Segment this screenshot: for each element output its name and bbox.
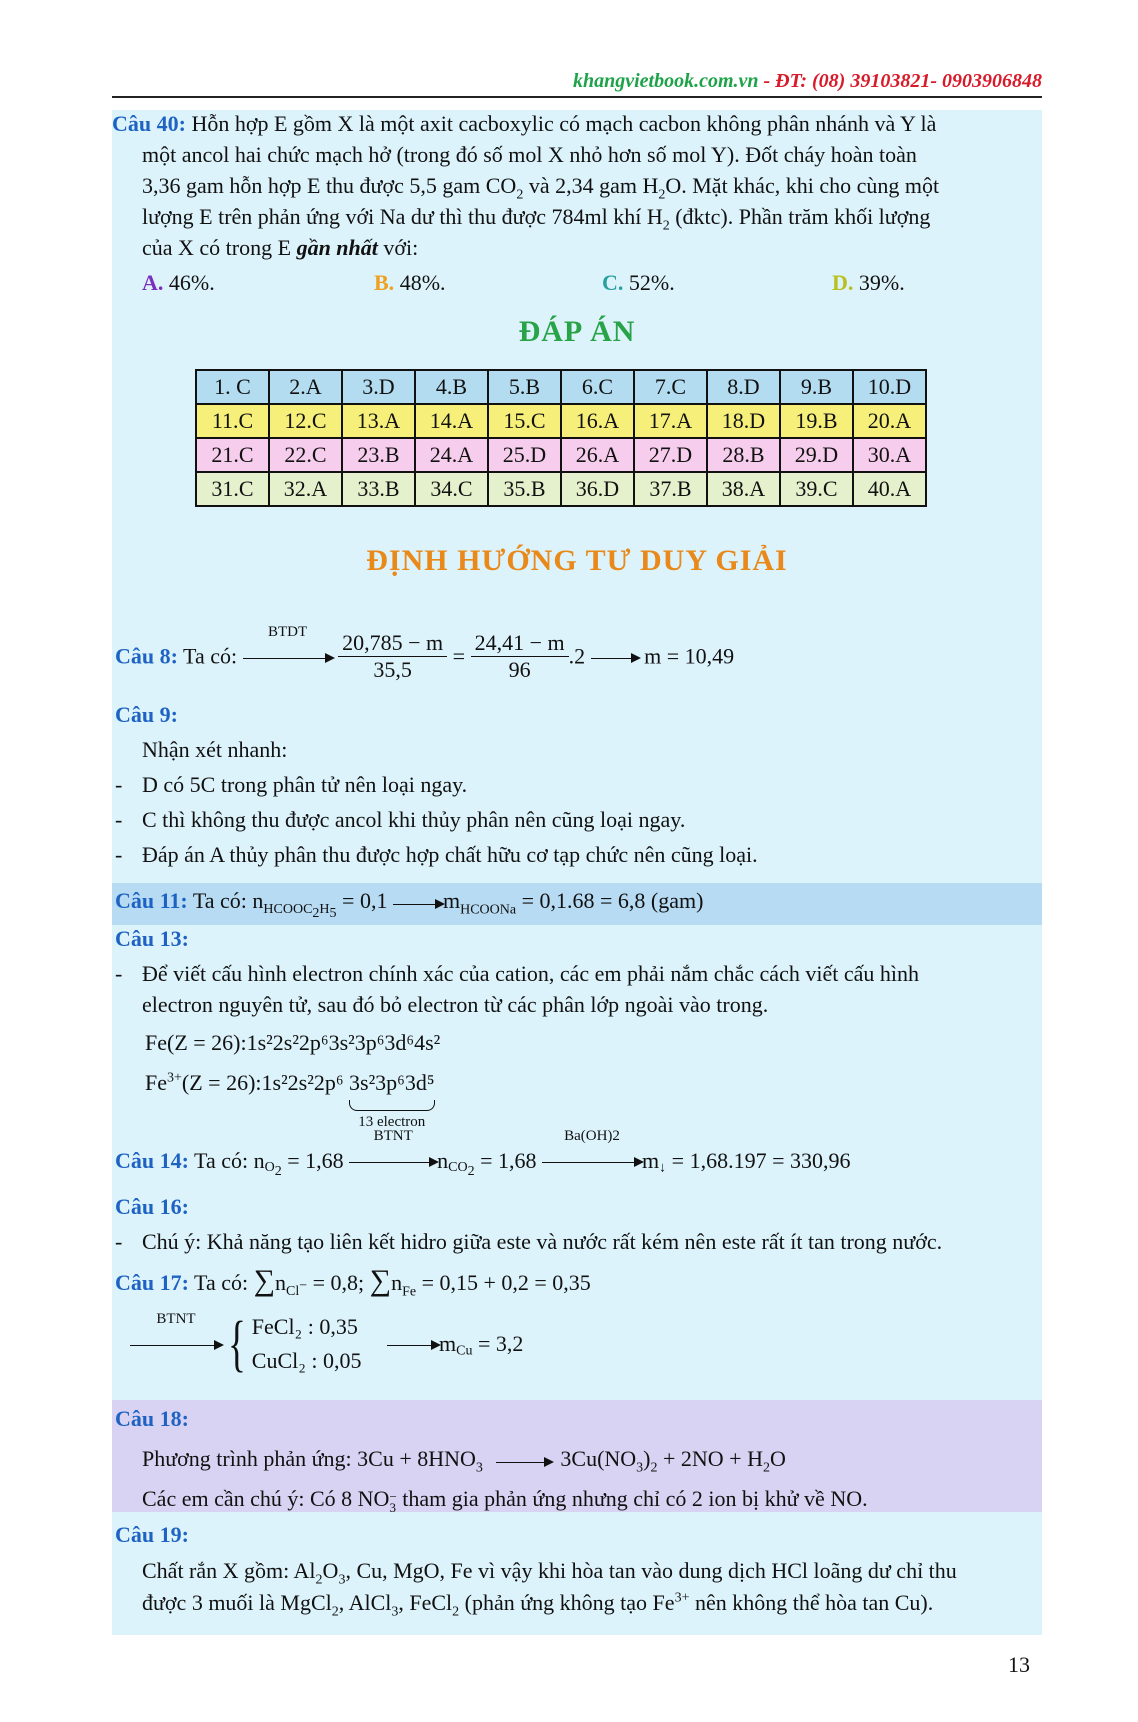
answer-cell: 19.B [780,404,853,438]
answer-cell: 10.D [853,370,926,404]
arrow-btnt-17 [130,1311,222,1357]
arrow-baoh2-label: Ba(OH)2 [564,1127,620,1144]
cau17-n1: n [275,1270,286,1295]
arrow-result [591,644,639,670]
answer-cell: 33.B [342,472,415,506]
no3-scripts: − 3 [389,1489,397,1515]
cau13-fe-config: Fe(Z = 26):1s²2s²2p⁶3s²3p⁶3d⁶4s² [145,1030,441,1055]
cau14-co: CO [448,1160,468,1176]
cau18-sub: 3 [636,1460,644,1476]
arrow-btdt-label: BTDT [268,623,308,640]
cau17-fe: Fe [402,1284,417,1300]
cau18-equation [142,1446,786,1476]
answer-cell: 23.B [342,438,415,472]
answer-cell: 36.D [561,472,634,506]
fe3-core: (Z = 26):1s²2s²2p⁶ [181,1070,350,1095]
q40-line4: lượng E trên phản ứng với Na dư thì thu được 784ml khí $H_2$ (đktc). Phần trăm khối lượng [142,204,931,234]
q40-option-a [142,270,215,296]
cau19-text4: (phản ứng không tạo Fe [459,1590,675,1615]
cau14-v2: = 1,68 [474,1147,537,1173]
q40-option-b [374,270,446,296]
fraction-2-num: 24,41 − m [471,630,569,657]
cau16-label: Câu 16: [115,1194,189,1219]
cau19-line2: được 3 muối là MgCl$_2$, AlCl$_3$, FeCl$_2$ (phản ứng không tạo $Fe^{3+}$ nên không thể hòa tan Cu). [142,1590,934,1620]
cau16-text: Chú ý: Khả năng tạo liên kết hidro giữa este và nước rất kém nên este rất ít tan trong nước. [142,1229,943,1254]
answer-cell: 31.C [196,472,269,506]
cau8-intro: Ta có: [177,643,243,669]
cau11-label: Câu 11: [115,888,188,913]
cau9-label: Câu 9: [115,702,178,727]
cau11-value1: = 0,1 [336,888,388,913]
cau18-reactants: Phương trình phản ứng: 3Cu + 8HNO [142,1446,476,1471]
cau14-sub-o2 [264,1160,282,1180]
cau17-cl: Cl [286,1284,300,1300]
cau9-item-text: D có 5C trong phân tử nên loại ngay. [142,772,468,797]
cau8-label: Câu 8: [115,643,178,669]
cau14-m: m [642,1147,660,1173]
cau18-sub: 2 [650,1460,658,1476]
q40-option-c [602,270,675,296]
cau11-sub-5: 5 [329,906,337,922]
cau17-cu: Cu [456,1343,473,1359]
q40-option-d [832,270,905,296]
system-fecl2: FeCl₂ : 0,35 [251,1314,358,1339]
cau13-line2: electron nguyên tử, sau đó bỏ electron từ các phân lớp ngoài vào trong. [142,992,769,1017]
brace-note: 13 electron [358,1114,426,1130]
cau14-o-2: 2 [274,1164,282,1180]
cau18-sub: 3 [475,1460,483,1476]
option-c-label: C. [602,270,624,295]
answer-cell: 35.B [488,472,561,506]
solution-8 [115,623,735,683]
solution-19 [115,1522,189,1548]
answer-cell: 16.A [561,404,634,438]
cau8-result: m = 10,49 [644,643,735,669]
arrow-cau17 [387,1331,439,1357]
cau18-label: Câu 18: [115,1406,189,1431]
cau18-note [142,1486,868,1513]
answer-cell: 20.A [853,404,926,438]
cau17-label: Câu 17: [115,1270,189,1295]
cau19-fe-charge: 3+ [674,1590,690,1606]
cau14-co-2: 2 [467,1164,475,1180]
answer-cell: 32.A [269,472,342,506]
answer-cell: 1. C [196,370,269,404]
answer-cell: 12.C [269,404,342,438]
q40-text4a: lượng E trên phản ứng với Na dư thì thu được 784ml khí H [142,204,663,229]
cau18-note-text: Các em cần chú ý: Có 8 NO [142,1486,390,1511]
cau17-system [130,1310,523,1378]
system-lines [252,1310,362,1378]
cau9-item: - C thì không thu được ancol khi thủy phân nên cũng loại ngay. [115,807,686,832]
q40-text1: Hỗn hợp E gồm X là một axit cacboxylic có mạch cacbon không phân nhánh và Y là [191,111,937,136]
system-cucl2: CuCl₂ : 0,05 [251,1348,362,1373]
cau14-sub-co2 [448,1160,475,1180]
arrow-cau11 [393,890,443,916]
option-d-text: 39%. [853,270,905,295]
answer-cell: 11.C [196,404,269,438]
cau18-sub: 2 [762,1460,770,1476]
answer-cell: 24.A [415,438,488,472]
cau17-n2: n [391,1270,403,1295]
option-d-label: D. [832,270,854,295]
cau19-text2: , Cu, MgO, Fe vì vậy khi hòa tan vào dung dịch HCl loãng dư chỉ thu [345,1558,957,1583]
answer-cell: 22.C [269,438,342,472]
answer-cell: 17.A [634,404,707,438]
answer-cell: 7.C [634,370,707,404]
q40-text4b: (đktc). Phần trăm khối lượng [669,204,931,229]
answer-cell: 9.B [780,370,853,404]
answer-table [195,369,927,507]
fraction-2-den: 96 [508,657,531,682]
cau18-paren: ) [643,1446,651,1471]
fraction-1-num: 20,785 − m [338,630,447,657]
solution-18 [115,1406,189,1432]
cau9-item: - Đáp án A thủy phân thu được hợp chất hữu cơ tạp chức nên cũng loại. [115,842,758,867]
fe3-outer: 3s²3p⁶3d⁵ [349,1070,435,1095]
q40-line1 [112,111,936,137]
q40-text3a: 3,36 gam hỗn hợp E thu được 5,5 gam CO [142,173,517,198]
answer-cell: 8.D [707,370,780,404]
answer-cell: 14.A [415,404,488,438]
arrow-btdt [243,623,333,670]
cau9-item: - D có 5C trong phân tử nên loại ngay. [115,772,468,797]
option-c-text: 52%. [623,270,675,295]
fe3-charge: 3+ [167,1070,182,1086]
answer-cell: 13.A [342,404,415,438]
answer-row-2 [196,404,926,438]
cau14-label: Câu 14: [115,1147,189,1173]
fe3-symbol: Fe [145,1070,167,1095]
arrow-btnt [349,1127,437,1174]
cau11-sub-2: 2 [312,906,320,922]
solution-13 [115,926,189,952]
cau11-sub: HCOOC [263,902,313,918]
option-a-label: A. [142,270,164,295]
cau11-intro: Ta có: n [187,888,264,913]
answer-cell: 34.C [415,472,488,506]
answer-cell: 25.D [488,438,561,472]
page-header [112,70,1042,93]
cau9-intro: Nhận xét nhanh: [142,737,288,762]
q40-emphasis: gần nhất [296,235,378,260]
page-number: 13 [1008,1652,1030,1677]
answer-cell: 38.A [707,472,780,506]
cau14-v3: = 1,68.197 = 330,96 [666,1147,851,1173]
cau13-line1: Để viết cấu hình electron chính xác của cation, các em phải nắm chắc cách viết cấu hình [142,961,919,986]
answer-title: ĐÁP ÁN [518,315,636,348]
cau19-text3: được 3 muối là MgCl [142,1590,332,1615]
arrow-btnt-label: BTNT [373,1127,413,1144]
solution-9 [115,702,178,728]
answer-cell: 6.C [561,370,634,404]
q40-text2: một ancol hai chức mạch hở (trong đó số mol X nhỏ hơn số mol Y). Đốt cháy hoàn toàn [142,142,917,167]
answer-cell: 5.B [488,370,561,404]
answer-row-4 [196,472,926,506]
arrow-btnt-17-label: BTNT [156,1311,196,1327]
cau19-text5: nên không thể hòa tan Cu). [689,1590,934,1615]
sum-symbol: ∑ [253,1264,275,1297]
answer-cell: 18.D [707,404,780,438]
cau8-tail: .2 [568,643,586,669]
cau17-cl-charge: − [299,1278,308,1294]
guide-title: ĐỊNH HƯỚNG TƯ DUY GIẢI [366,544,788,577]
solution-14 [115,1127,851,1180]
option-b-text: 48%. [394,270,446,295]
q40-text5a: của X có trong E [142,235,297,260]
answer-cell: 21.C [196,438,269,472]
cau19-alcl: , AlCl [338,1590,392,1615]
cau19-label: Câu 19: [115,1522,189,1547]
arrow-baoh2 [542,1127,642,1174]
cau18-product: 3Cu(NO [560,1446,637,1471]
q40-line5 [142,235,418,261]
cau9-item-text: C thì không thu được ancol khi thủy phân nên cũng loại ngay. [142,807,686,832]
answer-cell: 4.B [415,370,488,404]
cau13-label: Câu 13: [115,926,189,951]
solution-17 [115,1264,591,1300]
answer-cell: 3.D [342,370,415,404]
cau11-value2: = 0,1.68 = 6,8 (gam) [516,888,704,913]
cau11-sub-h: H [319,902,330,918]
cau18-note-text2: tham gia phản ứng nhưng chỉ có 2 ion bị khử về NO. [396,1486,868,1511]
cau18-products: + 2NO + H [657,1446,763,1471]
answer-cell: 29.D [780,438,853,472]
option-b-label: B. [374,270,395,295]
cau13-fe3-config [145,1070,435,1130]
left-brace: { [227,1310,246,1378]
cau17-v2: = 0,15 + 0,2 = 0,35 [416,1270,591,1295]
q40-line3: 3,36 gam hỗn hợp E thu được 5,5 gam $CO_2$ và 2,34 gam $H_2O$. Mặt khác, khi cho cùng một [142,173,940,203]
cau11-m: m [442,888,461,913]
answer-cell: 27.D [634,438,707,472]
sum-symbol: ∑ [369,1264,392,1297]
cau14-precipitate: ↓ [659,1160,667,1176]
answer-cell: 28.B [707,438,780,472]
arrow-reaction [496,1448,552,1474]
option-a-text: 46%. [163,270,215,295]
answer-cell: 26.A [561,438,634,472]
q40-text3b: và 2,34 gam H [523,173,659,198]
cau19-fecl: , FeCl [398,1590,453,1615]
answer-cell: 39.C [780,472,853,506]
cau14-n2: n [437,1147,449,1173]
cau19-o: O [322,1558,339,1583]
answer-cell: 37.B [634,472,707,506]
cau9-item-text: Đáp án A thủy phân thu được hợp chất hữu cơ tạp chức nên cũng loại. [142,842,758,867]
answer-cell: 30.A [853,438,926,472]
fraction-2 [471,630,569,683]
answer-row-3 [196,438,926,472]
header-site: khangvietbook.com.vn [572,70,759,92]
cau14-intro: Ta có: n [188,1147,265,1173]
cau17-m: m [439,1331,457,1356]
q40-text3c: O. Mặt khác, khi cho cùng một [665,173,940,198]
cau16-item: - Chú ý: Khả năng tạo liên kết hidro giữa este và nước rất kém nên este rất ít tan trong nước. [115,1229,943,1254]
cau17-intro: Ta có: [188,1270,254,1295]
q40-label: Câu 40: [112,111,186,136]
cau18-water: O [769,1446,786,1471]
cau14-o: O [264,1160,275,1176]
cau13-item: - Để viết cấu hình electron chính xác của cation, các em phải nắm chắc cách viết cấu hình [115,961,919,986]
fraction-1 [338,630,447,683]
cau8-equals: = [447,643,471,669]
cau11-m-sub: HCOONa [460,902,517,918]
solution-16 [115,1194,189,1220]
answer-cell: 40.A [853,472,926,506]
q40-text5c: với: [377,235,419,260]
fraction-1-den: 35,5 [373,657,412,682]
cau14-v1: = 1,68 [281,1147,344,1173]
cau17-v3: = 3,2 [472,1331,524,1356]
cau17-v1: = 0,8; [307,1270,370,1295]
solution-11 [115,888,703,922]
answer-cell: 15.C [488,404,561,438]
header-contact: - ĐT: (08) 39103821- 0903906848 [758,70,1042,92]
answer-row-1 [196,370,926,404]
answer-cell: 2.A [269,370,342,404]
header-rule [112,96,1042,98]
q40-line2 [142,142,917,168]
cau19-line1: Chất rắn X gồm: $Al_2O_3$, Cu, MgO, Fe vì vậy khi hòa tan vào dung dịch HCl loãng dư chỉ thu [142,1558,957,1588]
brace-13-electron [349,1070,435,1130]
cau19-text: Chất rắn X gồm: Al [142,1558,316,1583]
